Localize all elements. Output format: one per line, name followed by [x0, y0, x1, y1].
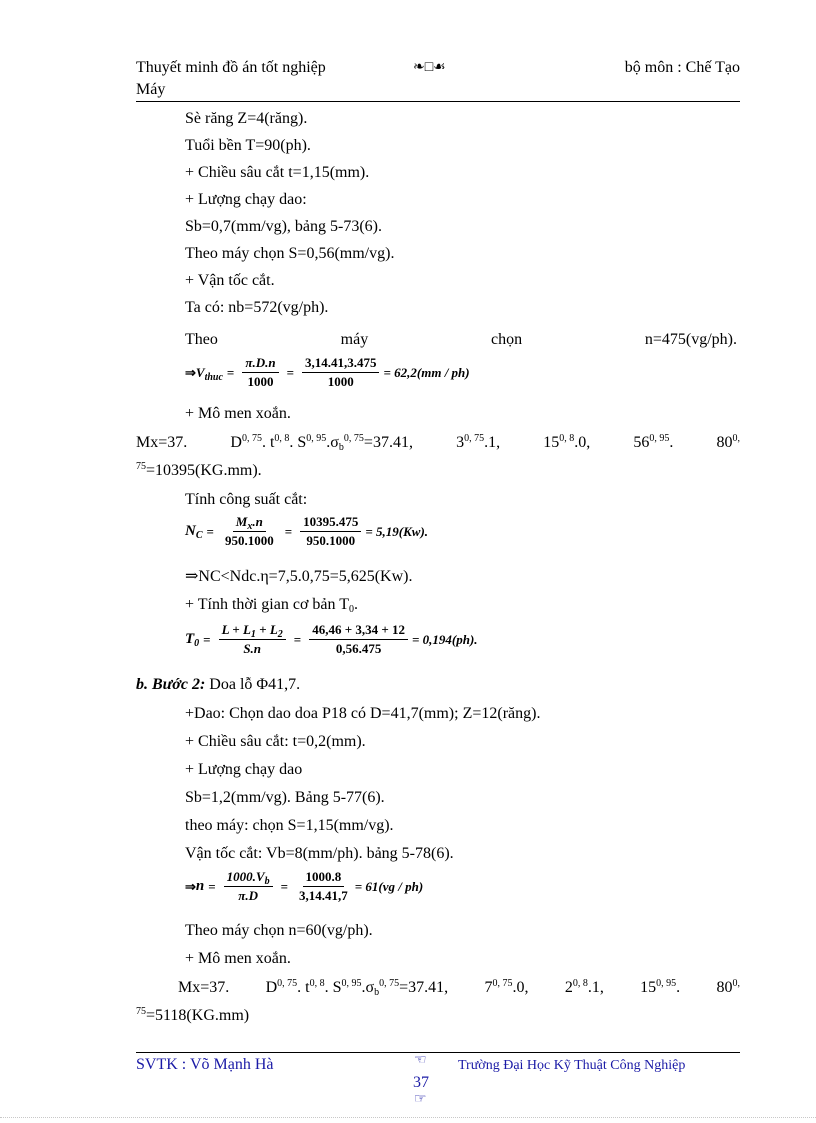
text-line-justified: Mx=37. D$^{0, 75}$. $t^{0, 8}$. $S^{0, 95}.\sigma_b^{0, 75}=37.41$, 7$^{0, 75}$.0, 2$^{0, 8}$.1, 15$^{0, 95}$. $80^{0,}$ [178, 978, 740, 998]
pointing-hand-right-icon: ☞ [414, 1092, 427, 1107]
formula-machining-time: $T_0$ = $\frac{L + L_1 + L_2}{S.n}$ = $\frac{46,46 + 3,34 + 12}{0,56.475}$ = 0,194(ph). [185, 622, 478, 656]
text-line-justified [185, 329, 737, 351]
implies-symbol: ⇒ [185, 878, 196, 894]
formula-result: = 61(vg / ph) [354, 878, 424, 894]
formula-cutting-power: $N_C$ = $\frac{M_x.n}{950.1000}$ = $\frac{10395.475}{950.1000}$ = 5,19(Kw). [185, 514, 429, 548]
page-number: 37 [413, 1074, 429, 1091]
text-line: + Mô men xoắn. [185, 405, 291, 422]
text-line: Tính công suất cắt: [185, 491, 308, 508]
formula-lhs: n [195, 878, 205, 894]
fraction: $\frac{M_x.n}{950.1000}$ [224, 514, 274, 548]
text-line: + Lượng chạy dao [185, 761, 303, 778]
text-line: + Tính thời gian cơ bản $T_0$. [185, 596, 358, 615]
word: n=475(vg/ph). [644, 331, 737, 348]
header-department-continued: Máy [136, 81, 166, 98]
header-department: bộ môn : Chế Tạo [624, 59, 740, 76]
formula-lhs: $V_{thuc}$ [195, 364, 223, 383]
footer-university: Trường Đại Học Kỹ Thuật Công Nghiệp [458, 1058, 686, 1073]
footer-divider [136, 1052, 740, 1053]
formula-result: = 62,2(mm / ph) [383, 364, 470, 380]
text-line: ⇒NC<Ndc.η=7,5.0,75=5,625(Kw). [185, 568, 413, 585]
header-ornament-icon: ❧□☙ [413, 60, 446, 75]
header-title: Thuyết minh đồ án tốt nghiệp [136, 59, 326, 76]
fraction: $\frac{1000.V_b}{\pi.D}$ [224, 869, 273, 904]
page-edge-dotted-line [0, 1117, 816, 1118]
text-line-justified: Mx=37. D$^{0, 75}$. $t^{0, 8}$. $S^{0, 95}.\sigma_b^{0, 75}=37.41$, 3$^{0, 75}$.1, 15$^{0, 8}$.0, 56$^{0, 95}$. $80^{0,}$ [136, 433, 740, 453]
text-line: Sb=1,2(mm/vg). Bảng 5-77(6). [185, 789, 385, 806]
fraction: $\frac{10395.475}{950.1000}$ [300, 514, 361, 549]
text-line: $^{75}$=10395(KG.mm). [136, 461, 262, 479]
text-line: $^{75}$=5118(KG.mm) [136, 1006, 250, 1024]
formula-lhs: $N_C$ [185, 523, 203, 541]
formula-result: = 0,194(ph). [412, 631, 478, 647]
text-line: + Lượng chạy dao: [185, 191, 307, 208]
section-heading: b. Bước 2: Doa lỗ Φ41,7. [136, 676, 301, 693]
formula-lhs: $T_0$ [185, 631, 200, 649]
text-line: + Chiều sâu cắt: t=0,2(mm). [185, 733, 366, 750]
fraction: $\frac{L + L_1 + L_2}{S.n}$ [219, 622, 286, 657]
text-line: Sb=0,7(mm/vg), bảng 5-73(6). [185, 218, 382, 235]
text-line: Ta có: nb=572(vg/ph). [185, 299, 329, 316]
header-divider [136, 101, 740, 102]
fraction: $\frac{46,46 + 3,34 + 12}{0,56.475}$ [309, 622, 408, 657]
formula-spindle-speed: ⇒ n = $\frac{1000.V_b}{\pi.D}$ = $\frac{1000.8}{3,14.41,7}$ = 61(vg / ph) [185, 869, 424, 903]
formula-result: = 5,19(Kw). [365, 523, 429, 539]
text-line: +Dao: Chọn dao doa P18 có D=41,7(mm); Z=12(răng). [185, 705, 541, 722]
implies-symbol: ⇒ [185, 364, 196, 380]
text-line: Theo máy chọn n=60(vg/ph). [185, 922, 373, 939]
text-line: + Mô men xoắn. [185, 950, 291, 967]
text-line: theo máy: chọn S=1,15(mm/vg). [185, 817, 394, 834]
pointing-hand-left-icon: ☜ [414, 1053, 427, 1068]
text-line: + Chiều sâu cắt t=1,15(mm). [185, 164, 370, 181]
fraction: $\frac{\pi.D.n}{1000}$ [242, 355, 278, 390]
word: Theo [185, 331, 218, 348]
text-line: Vận tốc cắt: Vb=8(mm/ph). bảng 5-78(6). [185, 845, 454, 862]
text-line: Tuổi bền T=90(ph). [185, 137, 311, 154]
fraction: $\frac{1000.8}{3,14.41,7}$ [299, 869, 348, 903]
text-line: Sè răng Z=4(răng). [185, 110, 308, 127]
page-header [136, 57, 740, 101]
footer-author: SVTK : Võ Mạnh Hà [136, 1056, 274, 1073]
fraction: $\frac{3,14.41,3.475}{1000}$ [302, 355, 380, 390]
formula-cutting-speed: ⇒ $V_{thuc}$ = $\frac{\pi.D.n}{1000}$ = $\frac{3,14.41,3.475}{1000}$ = 62,2(mm / ph) [185, 355, 470, 389]
text-line: + Vận tốc cắt. [185, 272, 275, 289]
text-line: Theo máy chọn S=0,56(mm/vg). [185, 245, 395, 262]
word: máy [340, 331, 369, 348]
word: chọn [490, 331, 523, 348]
